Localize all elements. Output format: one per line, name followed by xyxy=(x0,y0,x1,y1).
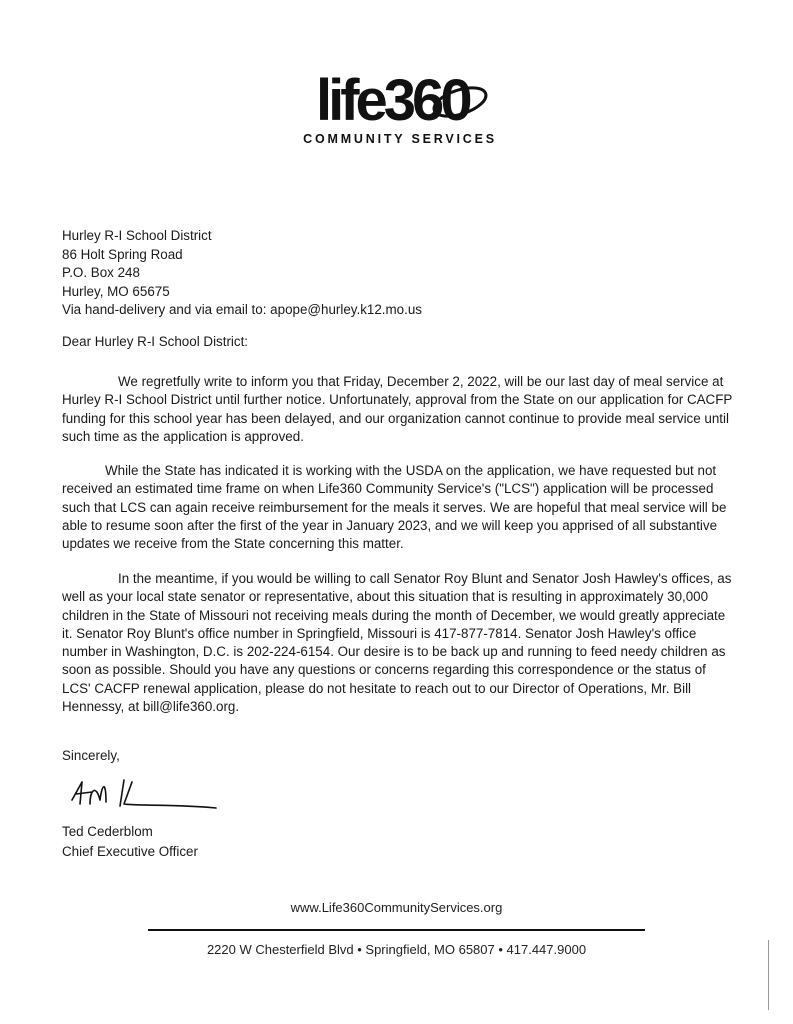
signature xyxy=(66,770,236,820)
life360-wordmark-graphic xyxy=(310,60,490,132)
scan-artifact xyxy=(768,940,769,1010)
closing: Sincerely, xyxy=(62,748,120,763)
recipient-line: 86 Holt Spring Road xyxy=(62,246,183,262)
paragraph-text: While the State has indicated it is working with the USDA on the application, we have requested but not received an estimated time frame on when Life360 Community Service's ("LCS") application will be processed such that LCS can again receive reimbursement for the meals it serves. We are hopeful that meal service will be able to resume soon after the first of the year in January 2023, and we will keep you apprised of all substantive updates we receive from the State concerning this matter. xyxy=(62,463,727,552)
life360-logo xyxy=(290,60,510,155)
recipient-line: Hurley, MO 65675 xyxy=(62,283,170,299)
logo-wordmark: life360 xyxy=(316,68,469,132)
paragraph-text: In the meantime, if you would be willing to call Senator Roy Blunt and Senator Josh Hawley's offices, as well as your local state senator or representative, about this situation that is resulting in approximately 30,000 children in the State of Missouri not receiving meals during the month of December, we would greatly appreciate it. Senator Roy Blunt's office number in Springfield, Missouri is 417-877-7814. Senator Josh Hawley's office number in Washington, D.C. is 202-224-6154. Our desire is to be back up and running to feed needy children as soon as possible. Should you have any questions or concerns regarding this correspondence or the status of LCS' CACFP renewal application, please do not hesitate to reach out to our Director of Operations, Mr. Bill Hennessy, at bill@life360.org. xyxy=(62,571,732,715)
recipient-line: P.O. Box 248 xyxy=(62,265,140,280)
signer-block xyxy=(62,822,198,862)
body-paragraph-2 xyxy=(62,462,734,553)
paragraph-text: We regretfully write to inform you that Friday, December 2, 2022, will be our last day of meal service at Hurley R-I School District until further notice. Unfortunately, approval from the State on our application for CACFP funding for this school year has been delayed, and our organization cannot continue to provide meal service until such time as the application is approved. xyxy=(62,374,733,444)
recipient-address xyxy=(62,227,422,320)
salutation: Dear Hurley R-I School District: xyxy=(62,334,249,349)
footer-divider xyxy=(148,929,645,931)
recipient-line: Hurley R-I School District xyxy=(62,228,212,243)
footer-website: www.Life360CommunityServices.org xyxy=(290,900,503,915)
logo-subtitle: COMMUNITY SERVICES xyxy=(303,132,497,146)
signer-title: Chief Executive Officer xyxy=(62,844,198,859)
body-paragraph-3 xyxy=(62,570,734,716)
footer-address: 2220 W Chesterfield Blvd • Springfield, MO 65807 • 417.447.9000 xyxy=(206,942,587,957)
recipient-line: Via hand-delivery and via email to: apope@hurley.k12.mo.us xyxy=(62,302,422,317)
body-paragraph-1 xyxy=(62,373,734,446)
signer-name: Ted Cederblom xyxy=(62,824,153,839)
